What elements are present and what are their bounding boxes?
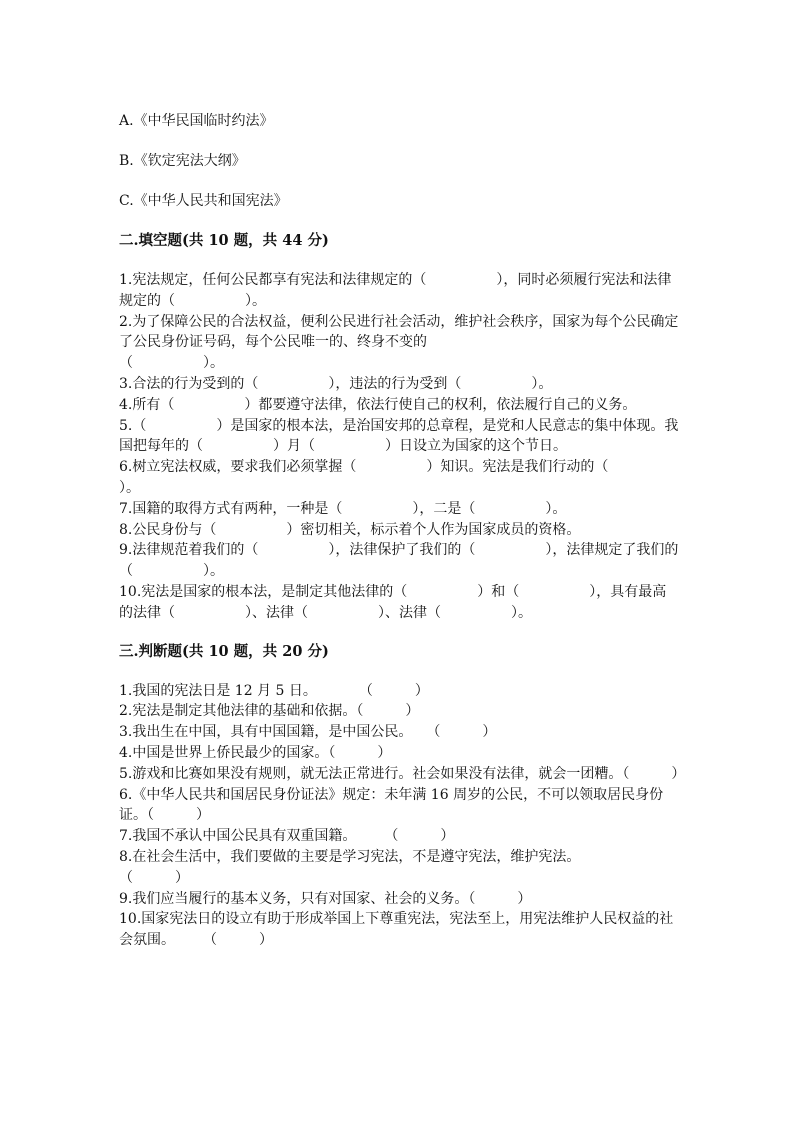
judge-question-3: 3.我出生在中国，具有中国国籍，是中国公民。 （ ） bbox=[119, 724, 497, 741]
choice-option-a: A.《中华民国临时约法》 bbox=[119, 113, 274, 129]
fill-question-8: 8.公民身份与（ ）密切相关，标示着个人作为国家成员的资格。 bbox=[119, 521, 581, 538]
fill-questions bbox=[119, 270, 679, 624]
judge-question-5: 5.游戏和比赛如果没有规则，就无法正常进行。社会如果没有法律，就会一团糟。（ ） bbox=[119, 765, 686, 782]
choice-option-b: B.《钦定宪法大纲》 bbox=[119, 153, 246, 169]
judge-question-9: 9.我们应当履行的基本义务，只有对国家、社会的义务。（ ） bbox=[119, 890, 532, 907]
judge-question-10: 10.国家宪法日的设立有助于形成举国上下尊重宪法，宪法至上，用宪法维护人民权益的社会氛围。 （ ） bbox=[119, 911, 674, 949]
exam-page bbox=[119, 92, 686, 951]
choice-option-c: C.《中华人民共和国宪法》 bbox=[119, 193, 288, 209]
judge-question-4: 4.中国是世界上侨民最少的国家。（ ） bbox=[119, 744, 392, 761]
fill-question-10: 10.宪法是国家的根本法，是制定其他法律的（ ）和（ ），具有最高的法律（ ）、法律（ ）、法律（ ）。 bbox=[119, 583, 667, 621]
judge-question-1: 1.我国的宪法日是 12 月 5 日。 （ ） bbox=[119, 682, 429, 699]
judge-question-6: 6.《中华人民共和国居民身份证法》规定：未年满 16 周岁的公民，不可以领取居民身份证。（ ） bbox=[119, 786, 664, 824]
judge-section-title: 三.判断题(共 10 题，共 20 分) bbox=[119, 642, 329, 660]
judge-question-2: 2.宪法是制定其他法律的基础和依据。（ ） bbox=[119, 703, 420, 720]
fill-question-7: 7.国籍的取得方式有两种，一种是（ ），二是（ ）。 bbox=[119, 500, 567, 517]
fill-question-4: 4.所有（ ）都要遵守法律，依法行使自己的权利，依法履行自己的义务。 bbox=[119, 396, 637, 413]
fill-question-2: 2.为了保障公民的合法权益，便利公民进行社会活动，维护社会秩序，国家为每个公民确定了公民身份证号码，每个公民唯一的、终身不变的 （ ）。 bbox=[119, 313, 679, 372]
judge-question-7: 7.我国不承认中国公民具有双重国籍。 （ ） bbox=[119, 828, 455, 845]
fill-question-1: 1.宪法规定，任何公民都享有宪法和法律规定的（ ），同时必须履行宪法和法律规定的（ ）。 bbox=[119, 272, 672, 309]
fill-question-5: 5.（ ）是国家的根本法，是治国安邦的总章程，是党和人民意志的集中体现。我国把每年的（ ）月（ ）日设立为国家的这个节日。 bbox=[119, 417, 679, 455]
fill-question-3: 3.合法的行为受到的（ ），违法的行为受到（ ）。 bbox=[119, 375, 553, 392]
fill-question-6: 6.树立宪法权威，要求我们必须掌握（ ）知识。宪法是我们行动的（ ）。 bbox=[119, 459, 679, 496]
fill-section-title: 二.填空题(共 10 题，共 44 分) bbox=[119, 232, 329, 249]
judge-questions bbox=[119, 681, 686, 951]
judge-question-8: 8.在社会生活中，我们要做的主要是学习宪法，不是遵守宪法，维护宪法。 （ ） bbox=[119, 848, 581, 886]
choice-options bbox=[119, 111, 679, 211]
fill-question-9: 9.法律规范着我们的（ ），法律保护了我们的（ ），法律规定了我们的（ ）。 bbox=[119, 542, 679, 580]
